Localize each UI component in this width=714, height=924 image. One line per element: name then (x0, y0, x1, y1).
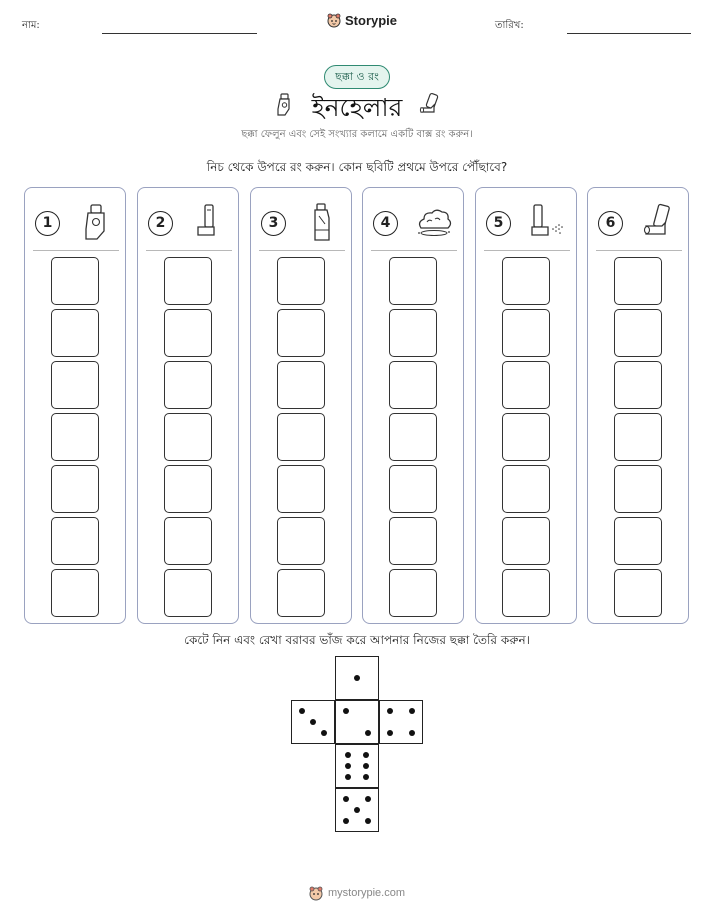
inhaler-icon (301, 202, 341, 244)
column-number: 6 (598, 211, 623, 236)
color-box[interactable] (502, 257, 550, 305)
name-line[interactable] (102, 33, 257, 34)
color-box[interactable] (614, 309, 662, 357)
column-4 (362, 187, 464, 624)
column-divider (146, 250, 232, 251)
color-box[interactable] (614, 465, 662, 513)
footer-site[interactable]: mystorypie.com (328, 887, 406, 899)
pip-3-icon (292, 701, 336, 745)
brand-logo (326, 12, 397, 28)
brand-name: Storypie (345, 12, 398, 28)
die-face-3 (291, 700, 335, 744)
column-divider (33, 250, 119, 251)
column-divider (371, 250, 457, 251)
color-box[interactable] (502, 465, 550, 513)
color-box[interactable] (51, 257, 99, 305)
column-number: 1 (35, 211, 60, 236)
column-1 (24, 187, 126, 624)
color-box[interactable] (164, 413, 212, 461)
color-box[interactable] (51, 465, 99, 513)
column-number: 5 (486, 211, 511, 236)
color-box[interactable] (164, 517, 212, 565)
color-box[interactable] (389, 309, 437, 357)
color-box[interactable] (164, 569, 212, 617)
color-box[interactable] (614, 361, 662, 409)
storypie-mascot-icon (326, 12, 342, 28)
cutout-instruction: কেটে নিন এবং রেখা বরাবর ভাঁজ করে আপনার নিজের ছক্কা তৈরি করুন। (184, 633, 530, 647)
color-box[interactable] (164, 309, 212, 357)
storypie-mascot-icon (308, 885, 324, 901)
column-divider (596, 250, 682, 251)
color-box[interactable] (277, 257, 325, 305)
color-box[interactable] (389, 569, 437, 617)
column-divider (259, 250, 345, 251)
inhaler-icon (418, 92, 444, 118)
column-number: 2 (148, 211, 173, 236)
instruction-text: নিচ থেকে উপরে রং করুন। কোন ছবিটি প্রথমে উপরে পৌঁছাবে? (206, 160, 508, 174)
color-box[interactable] (389, 517, 437, 565)
name-label: নাম: (22, 20, 40, 31)
color-box[interactable] (277, 517, 325, 565)
color-box[interactable] (389, 361, 437, 409)
color-box[interactable] (502, 361, 550, 409)
color-box[interactable] (277, 361, 325, 409)
color-box[interactable] (277, 569, 325, 617)
color-box[interactable] (614, 569, 662, 617)
color-box[interactable] (502, 517, 550, 565)
die-face-6 (335, 744, 379, 788)
page-subtitle: ছক্কা ফেলুন এবং সেই সংখ্যার কলামে একটি বাক্স রং করুন। (241, 129, 473, 140)
inhaler-icon (188, 202, 228, 244)
color-box[interactable] (614, 257, 662, 305)
column-number: 4 (373, 211, 398, 236)
die-face-4 (379, 700, 423, 744)
activity-badge: ছক্কা ও রং (324, 65, 390, 89)
pip-1-icon (336, 657, 380, 701)
column-6 (587, 187, 689, 624)
column-5 (475, 187, 577, 624)
inhaler-icon (75, 202, 115, 244)
color-box[interactable] (277, 465, 325, 513)
color-box[interactable] (389, 413, 437, 461)
color-box[interactable] (51, 413, 99, 461)
color-box[interactable] (51, 309, 99, 357)
color-box[interactable] (502, 413, 550, 461)
color-box[interactable] (502, 569, 550, 617)
color-box[interactable] (277, 413, 325, 461)
color-box[interactable] (164, 465, 212, 513)
die-face-1 (335, 656, 379, 700)
column-number: 3 (261, 211, 286, 236)
color-box[interactable] (614, 517, 662, 565)
pip-2-icon (336, 701, 380, 745)
die-face-2 (335, 700, 379, 744)
pip-5-icon (336, 789, 380, 833)
color-box[interactable] (502, 309, 550, 357)
column-2 (137, 187, 239, 624)
date-line[interactable] (567, 33, 691, 34)
pip-6-icon (336, 745, 380, 789)
color-box[interactable] (51, 569, 99, 617)
color-box[interactable] (51, 361, 99, 409)
color-box[interactable] (389, 465, 437, 513)
inhaler-spray-icon (526, 202, 566, 244)
column-divider (484, 250, 570, 251)
color-box[interactable] (51, 517, 99, 565)
page-title: ইনহেলার (311, 93, 403, 122)
cloud-puff-icon (413, 202, 453, 244)
column-3 (250, 187, 352, 624)
color-box[interactable] (277, 309, 325, 357)
color-box[interactable] (164, 257, 212, 305)
color-box[interactable] (614, 413, 662, 461)
color-box[interactable] (164, 361, 212, 409)
color-box[interactable] (389, 257, 437, 305)
pip-4-icon (380, 701, 424, 745)
inhaler-icon (638, 202, 678, 244)
date-label: তারিখ: (495, 20, 524, 31)
footer (308, 885, 405, 901)
die-face-5 (335, 788, 379, 832)
